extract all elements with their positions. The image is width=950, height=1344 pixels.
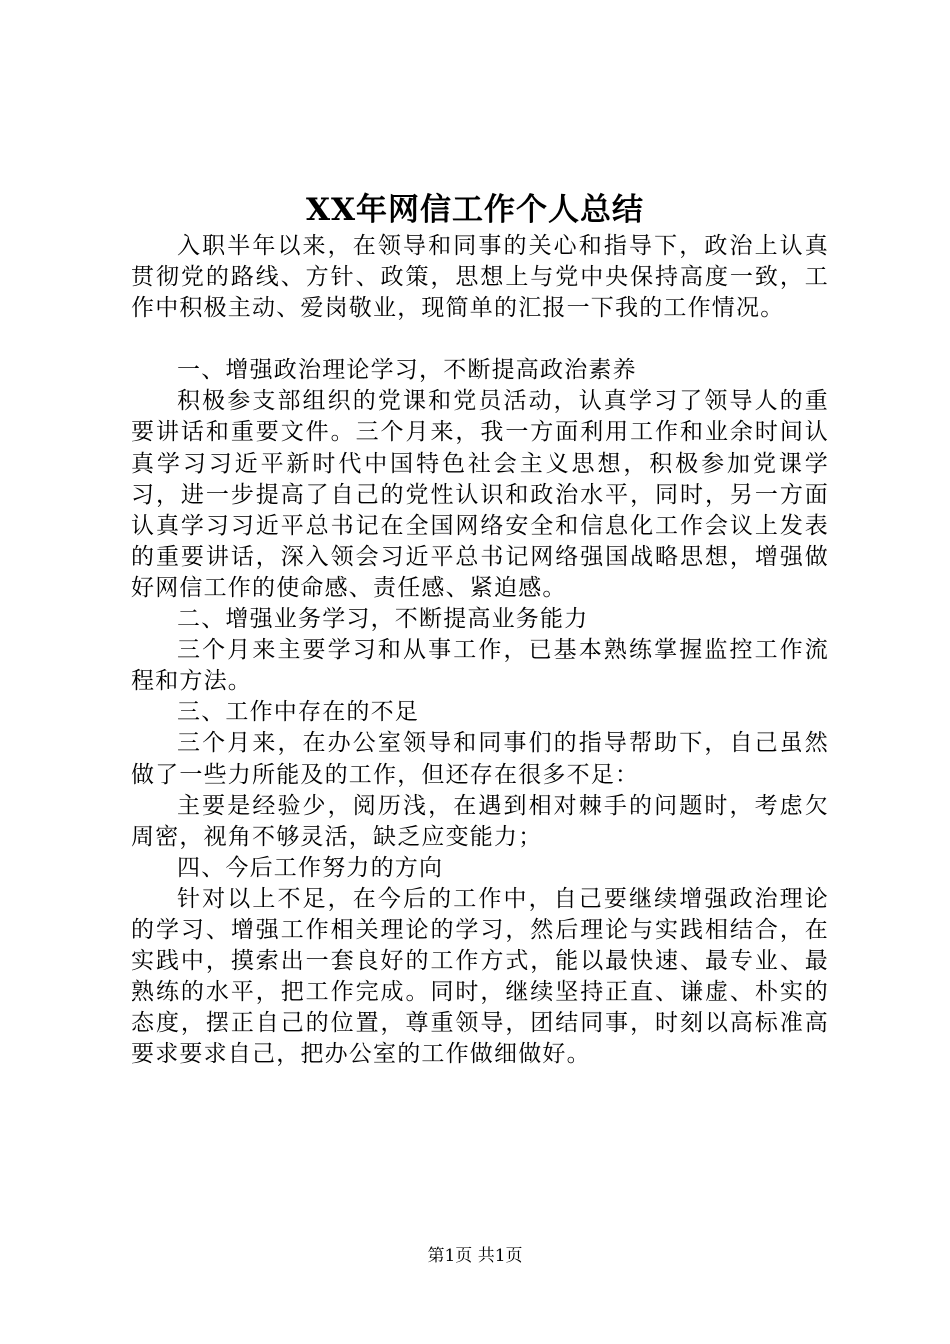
section-paragraph: 积极参支部组织的党课和党员活动，认真学习了领导人的重要讲话和重要文件。三个月来，我一方面利用工作和业余时间认真学习习近平新时代中国特色社会主义思想，积极参加党课学习，进一步提高了自己的党性认识和政治水平，同时，另一方面认真学习习近平总书记在全国网络安全和信息化工作会议上发表的重要讲话，深入领会习近平总书记网络强国战略思想，增强做好网信工作的使命感、责任感、紧迫感。 (131, 388, 829, 601)
section-paragraph: 三个月来主要学习和从事工作，已基本熟练掌握监控工作流程和方法。 (131, 637, 829, 695)
document-title: XX年网信工作个人总结 (305, 192, 645, 228)
document-body (131, 231, 829, 1070)
section-paragraph: 三个月来，在办公室领导和同事们的指导帮助下，自己虽然做了一些力所能及的工作，但还存在很多不足： (131, 730, 829, 788)
section-heading: 一、增强政治理论学习，不断提高政治素养 (177, 357, 637, 384)
section-heading: 二、增强业务学习，不断提高业务能力 (177, 606, 589, 633)
page-number-footer: 第1页 共1页 (427, 1246, 523, 1266)
section-paragraph: 针对以上不足，在今后的工作中，自己要继续增强政治理论的学习、增强工作相关理论的学习，然后理论与实践相结合，在实践中，摸索出一套良好的工作方式，能以最快速、最专业、最熟练的水平，把工作完成。同时，继续坚持正直、谦虚、朴实的态度，摆正自己的位置，尊重领导，团结同事，时刻以高标准高要求要求自己，把办公室的工作做细做好。 (131, 885, 829, 1068)
section-heading: 三、工作中存在的不足 (177, 699, 419, 726)
section-paragraph: 主要是经验少，阅历浅，在遇到相对棘手的问题时，考虑欠周密，视角不够灵活，缺乏应变能力； (131, 792, 829, 850)
section-heading: 四、今后工作努力的方向 (177, 854, 444, 881)
intro-paragraph: 入职半年以来，在领导和同事的关心和指导下，政治上认真贯彻党的路线、方针、政策，思想上与党中央保持高度一致，工作中积极主动、爱岗敬业，现简单的汇报一下我的工作情况。 (131, 233, 829, 322)
